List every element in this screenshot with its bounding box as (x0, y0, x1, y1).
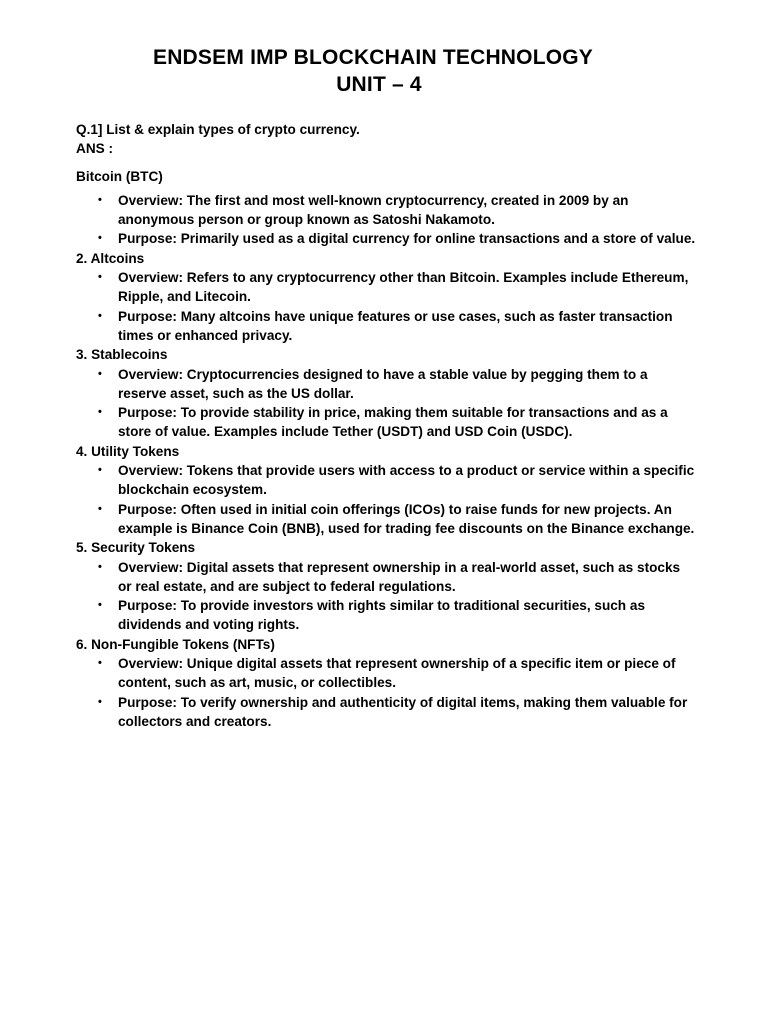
list-item (76, 596, 696, 635)
document-title (0, 44, 746, 98)
crypto-type-section (76, 345, 696, 441)
bullet-list (76, 191, 696, 249)
list-item-text: Purpose: Often used in initial coin offerings (ICOs) to raise funds for new projects. An example is Binance Coin (BNB), used for trading fee discounts on the Binance exchange. (118, 501, 695, 536)
document-body (76, 120, 696, 731)
section-title: Bitcoin (BTC) (76, 168, 163, 184)
bullet-icon: • (98, 406, 102, 419)
bullet-icon: • (98, 657, 102, 670)
list-item-text: Purpose: To verify ownership and authenticity of digital items, making them valuable for collectors and creators. (118, 694, 688, 729)
list-item-text: Purpose: Primarily used as a digital currency for online transactions and a store of value. (118, 231, 696, 247)
list-item (76, 307, 696, 346)
crypto-type-section (76, 442, 696, 538)
bullet-icon: • (98, 193, 102, 206)
bullet-icon: • (98, 367, 102, 380)
list-item-text: Overview: Digital assets that represent ownership in a real-world asset, such as stocks or real estate, and are subject to federal regulations. (118, 559, 681, 594)
bullet-icon: • (98, 695, 102, 708)
bullet-icon: • (98, 599, 102, 612)
bullet-icon: • (98, 232, 102, 245)
bullet-icon: • (98, 309, 102, 322)
list-item-text: Overview: The first and most well-known cryptocurrency, created in 2009 by an anonymous person or group known as Satoshi Nakamoto. (118, 192, 629, 228)
list-item (76, 365, 696, 404)
list-item (76, 558, 696, 597)
list-item (76, 229, 696, 248)
crypto-types-list (76, 167, 696, 732)
list-item-text: Purpose: Many altcoins have unique features or use cases, such as faster transaction times or enhanced privacy. (118, 308, 673, 343)
bullet-icon: • (98, 560, 102, 573)
crypto-type-section (76, 538, 696, 634)
bullet-list (76, 365, 696, 442)
bullet-icon: • (98, 502, 102, 515)
bullet-list (76, 268, 696, 345)
section-title: 3. Stablecoins (76, 347, 168, 363)
crypto-type-section (76, 635, 696, 731)
bullet-list (76, 558, 696, 635)
bullet-icon: • (98, 271, 102, 284)
crypto-type-section (76, 167, 696, 249)
list-item (76, 500, 696, 539)
list-item (76, 654, 696, 693)
list-item (76, 268, 696, 307)
crypto-type-section (76, 249, 696, 345)
list-item-text: Purpose: To provide stability in price, making them suitable for transactions and as a store of value. Examples include Tether (USDT) and USD Coin (USDC). (118, 405, 668, 440)
title-line-2: UNIT – 4 (336, 73, 422, 96)
list-item-text: Overview: Refers to any cryptocurrency other than Bitcoin. Examples include Ethereum, Ripple, and Litecoin. (118, 270, 689, 305)
bullet-list (76, 461, 696, 538)
list-item-text: Overview: Cryptocurrencies designed to have a stable value by pegging them to a reserve asset, such as the US dollar. (118, 366, 648, 401)
list-item (76, 461, 696, 500)
list-item (76, 693, 696, 732)
section-title: 4. Utility Tokens (76, 443, 180, 459)
bullet-icon: • (98, 464, 102, 477)
list-item (76, 403, 696, 442)
title-line-1: ENDSEM IMP BLOCKCHAIN TECHNOLOGY (152, 46, 594, 69)
list-item (76, 191, 696, 230)
answer-label: ANS : (76, 141, 114, 157)
section-title: 6. Non-Fungible Tokens (NFTs) (76, 636, 275, 652)
list-item-text: Overview: Unique digital assets that represent ownership of a specific item or piece of content, such as art, music, or collectibles. (118, 656, 676, 691)
list-item-text: Purpose: To provide investors with rights similar to traditional securities, such as dividends and voting rights. (118, 598, 646, 633)
list-item-text: Overview: Tokens that provide users with access to a product or service within a specific blockchain ecosystem. (118, 463, 695, 498)
bullet-list (76, 654, 696, 731)
question-text: Q.1] List & explain types of crypto currency. (76, 122, 360, 137)
section-title: 5. Security Tokens (76, 540, 196, 556)
section-title: 2. Altcoins (76, 250, 145, 266)
